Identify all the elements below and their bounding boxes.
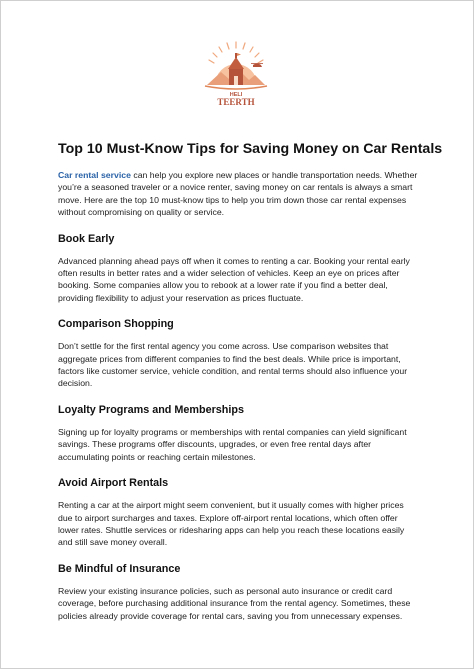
heli-teerth-logo (193, 39, 279, 107)
section-heading: Loyalty Programs and Memberships (58, 403, 244, 416)
section-insurance (58, 563, 418, 622)
section-body: Advanced planning ahead pays off when it comes to renting a car. Booking your rental early often results in better rates and a wider selection of vehicles. Keep an eye on prices after booking. Some companies allow you to rebook at a lower rate if you find a better deal, providing flexibility to adjust your reservation as prices fluctuate. (58, 255, 410, 303)
intro-paragraph (58, 169, 418, 219)
section-book-early (58, 233, 418, 305)
section-comparison-shopping (58, 318, 418, 390)
logo-brand-name: TEERTH (217, 97, 255, 107)
car-rental-service-link[interactable]: Car rental service (58, 170, 131, 180)
intro-text: can help you explore new places or handle transportation needs. Whether you’re a seasoned traveler or a novice renter, saving money on car rentals is always a smart move. Here are the top 10 must-know tips to help you trim down those car rental expenses without compromising on quality or service. (58, 170, 418, 218)
section-body: Signing up for loyalty programs or memberships with rental companies can yield significant savings. These programs offer discounts, upgrades, or even free rental days after accumulating points or reaching certain milestones. (58, 426, 407, 462)
section-body: Renting a car at the airport might seem convenient, but it usually comes with higher prices due to airport surcharges and taxes. Explore off-airport rental locations, which often offer lower rates. Shuttle services or ridesharing apps can help you reach these locations easily and still save money overall. (58, 500, 405, 548)
section-avoid-airport-rentals (58, 477, 418, 549)
section-heading: Avoid Airport Rentals (58, 477, 169, 490)
article-content (58, 141, 443, 622)
section-heading: Be Mindful of Insurance (58, 562, 181, 575)
document-title: Top 10 Must-Know Tips for Saving Money on Car Rentals (58, 141, 443, 157)
section-heading: Comparison Shopping (58, 318, 174, 331)
logo-small-text: HELI (229, 92, 243, 98)
section-body: Don’t settle for the first rental agency you come across. Use comparison websites that aggregate prices from different companies to find the best deals. While price is important, factors like customer service, vehicle condition, and rental terms should also influence your decision. (58, 341, 408, 389)
section-loyalty-programs (58, 404, 418, 463)
section-heading: Book Early (58, 232, 115, 245)
section-body: Review your existing insurance policies, such as personal auto insurance or credit card coverage, before purchasing additional insurance from the rental agency. Sometimes, these policies already provide coverage for rental cars, saving you from unnecessary expenses. (58, 585, 411, 621)
temple-logo-icon (193, 39, 279, 107)
